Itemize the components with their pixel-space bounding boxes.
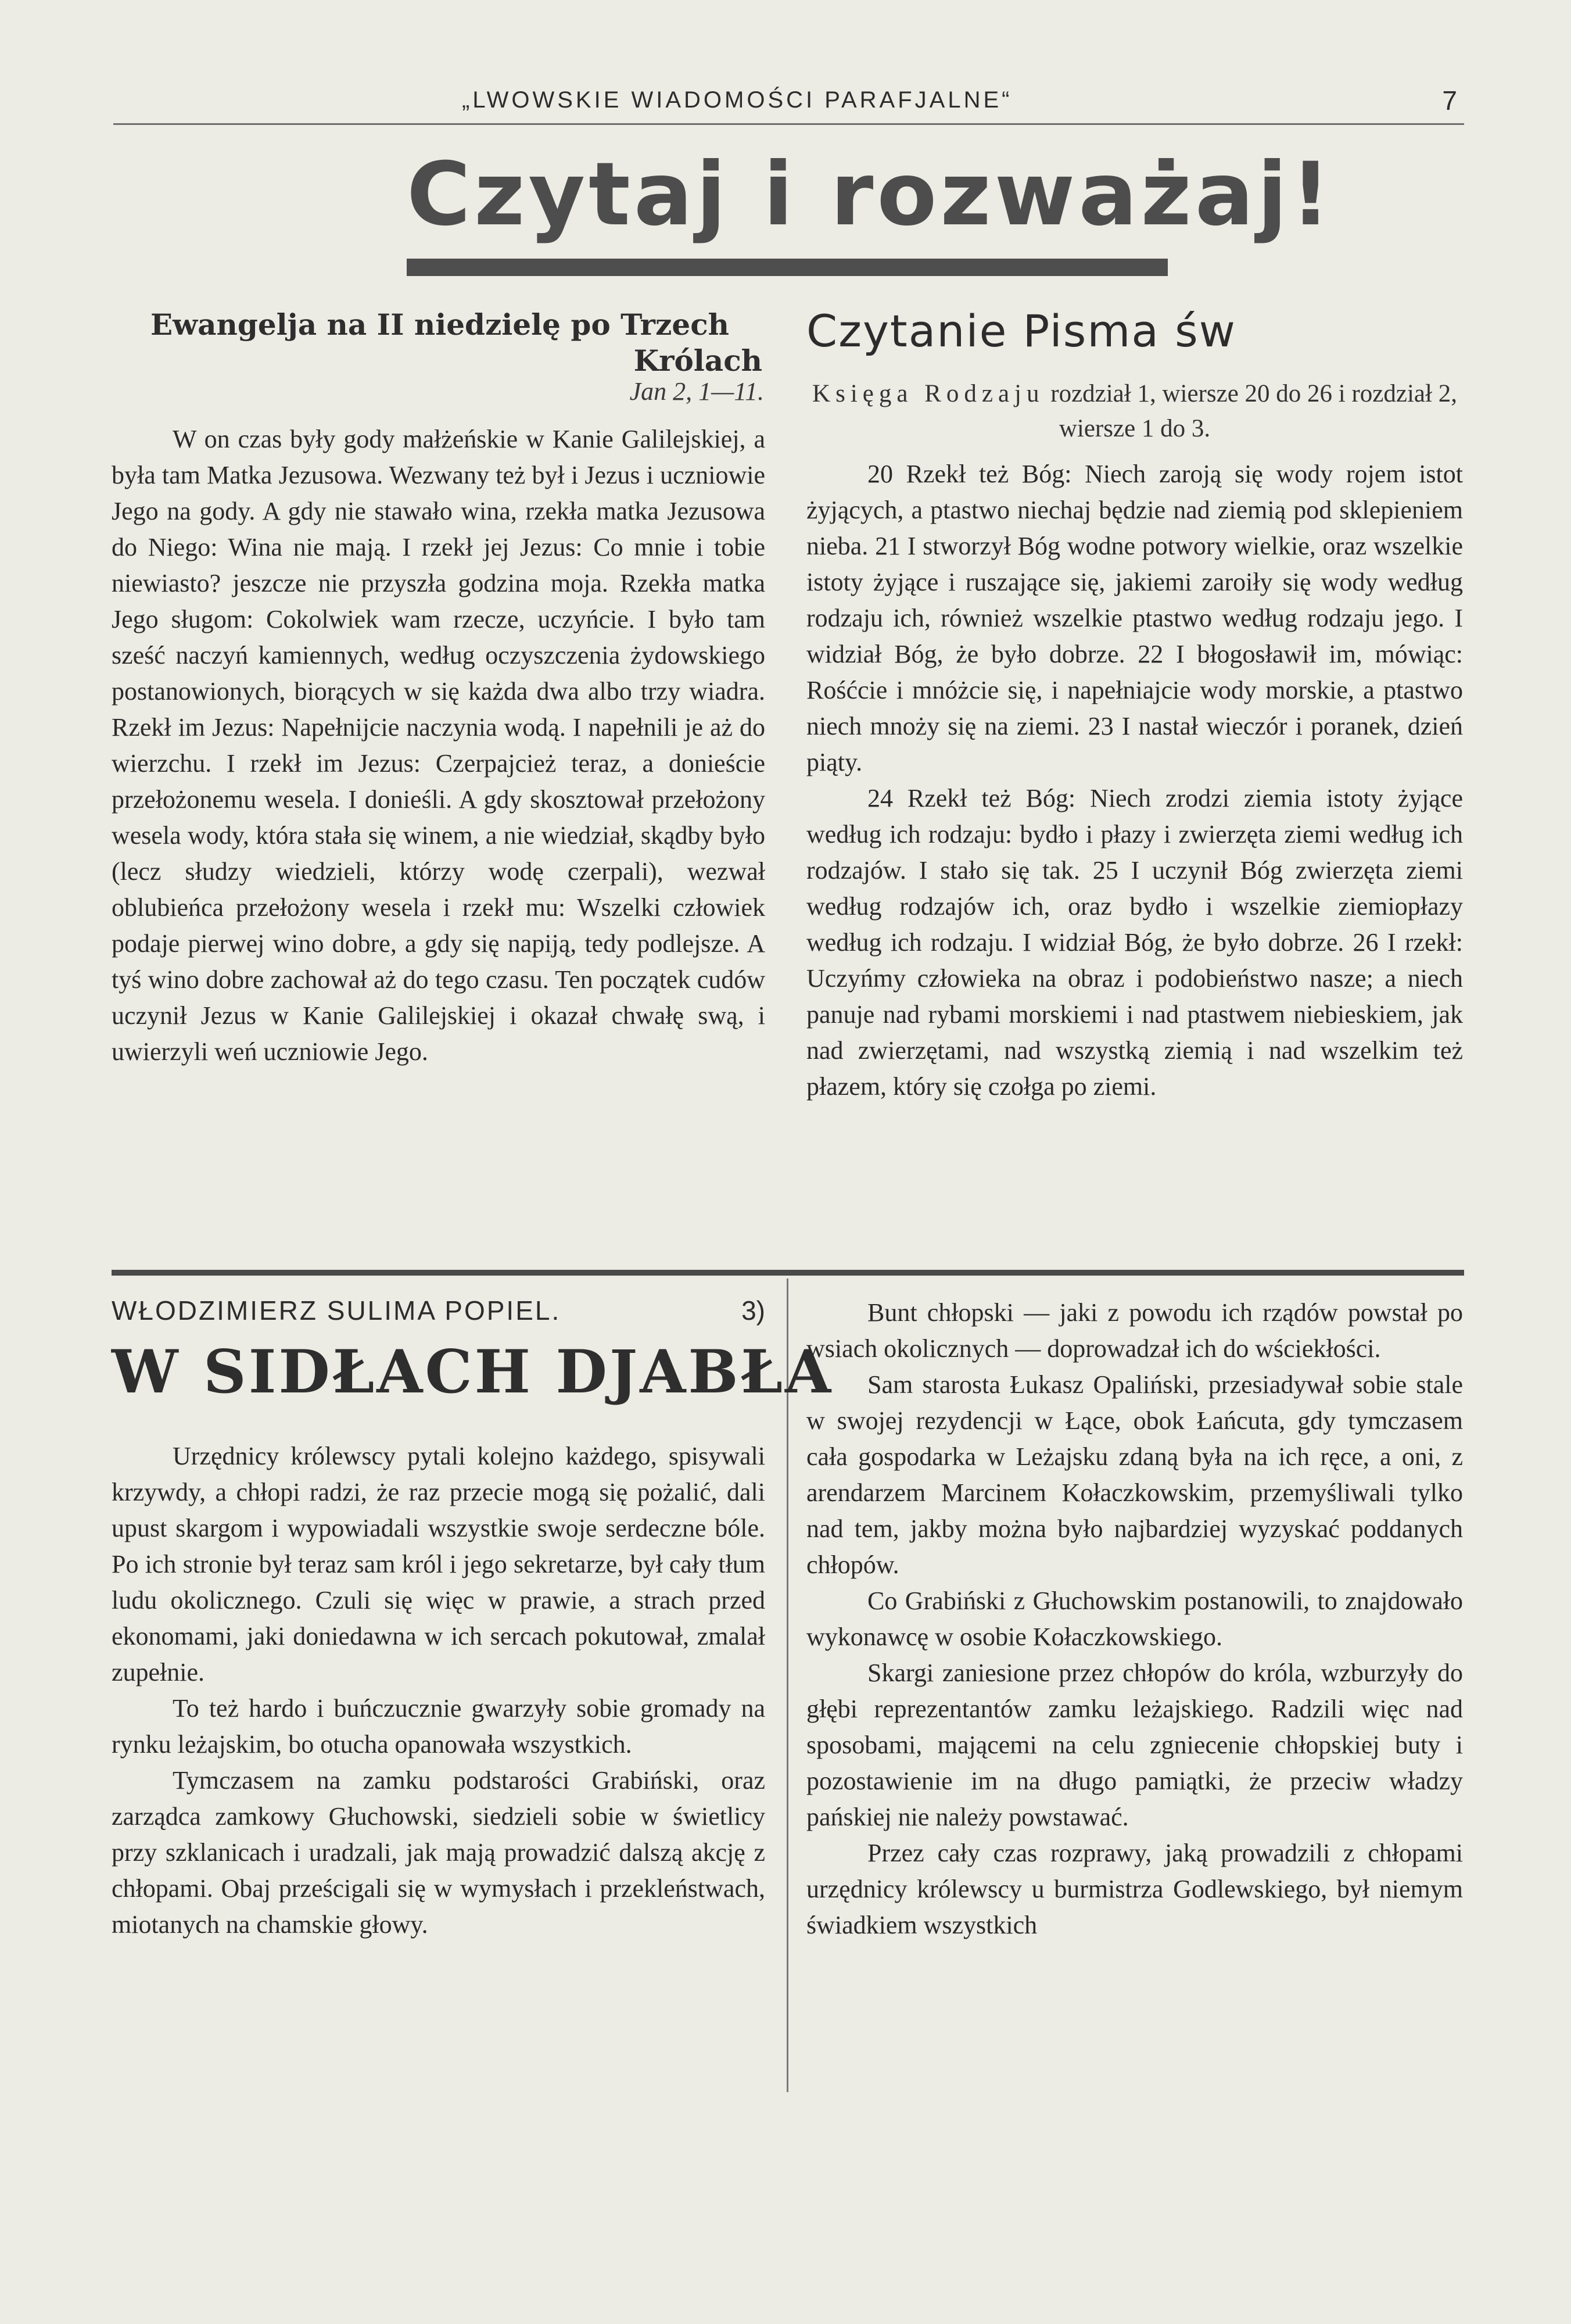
gospel-title [112, 307, 768, 379]
story-paragraph: Skargi zaniesione przez chłopów do króla, wzburzyły do głębi reprezentantów zamku leżajskiego. Radzili więc nad sposobami, mającemi na celu zgniecenie chłopskiej buty i pozostawienie im na długo pamiątki, że przeciw władzy pańskiej nie należy powstawać. [806, 1659, 1463, 1831]
gospel-text: W on czas były gody małżeńskie w Kanie Galilejskiej, a była tam Matka Jezusowa. Wezwany też był i Jezus i uczniowie Jego na gody. A gdy nie stawało wina, rzekła matka Jezusowa do Niego: Wina nie mają. I rzekł jej Jezus: Co mnie i tobie niewiasto? jeszcze nie przyszła godzina moja. Rzekła matka Jego sługom: Cokolwiek wam rzecze, uczyńcie. I było tam sześć naczyń kamiennych, według oczyszczenia żydowskiego postanowionych, biorących w się każda dwa albo trzy wiadra. Rzekł im Jezus: Napełnijcie naczynia wodą. I napełnili je aż do wierzchu. I rzekł im Jezus: Czerpajcież teraz, a donieście przełożonemu wesela. I donieśli. A gdy skosztował przełożony wesela wody, która stała się winem, a nie wiedział, skądby było (lecz słudzy wiedzieli, którzy wodę czerpali), wezwał oblubieńca przełożony wesela i rzekł mu: Wszelki człowiek podaje pierwej wino dobre, a gdy się napiją, tedy podlejsze. A tyś wino dobre zachował aż do tego czasu. Ten początek cudów uczynił Jezus w Kanie Galilejskiej i okazał chwałę swą, i uwierzyli weń uczniowie Jego. [112, 425, 765, 1066]
story-byline [112, 1295, 765, 1326]
section-divider [112, 1270, 1464, 1276]
story-paragraph: To też hardo i buńczucznie gwarzyły sobie gromady na rynku leżajskim, bo otucha opanowała wszystkich. [112, 1694, 765, 1759]
story-paragraph: Urzędnicy królewscy pytali kolejno każdego, spisywali krzywdy, a chłopi radzi, że raz przecie mogą się pożalić, dali upust skargom i wypowiadali wszystkie swoje serdeczne bóle. Po ich stronie był teraz sam król i jego sekretarze, był cały tłum ludu okolicznego. Czuli się więc w prawie, a strach przed ekonomami, jaki doniedawna w ich sercach pokutował, zmalał zupełnie. [112, 1442, 765, 1686]
header-rule [113, 123, 1464, 125]
gospel-title-line2: Królach [633, 343, 762, 378]
story-paragraph: Sam starosta Łukasz Opaliński, przesiadywał sobie stale w swojej rezydencji w Łące, obok Łańcuta, gdy tymczasem cała gospodarka w Leżajsku zdaną była na ich ręce, a oni, z arendarzem Marcinem Kołaczkowskim, przemyśliwali tylko nad tem, jakby można było najbardziej wyzyskać poddanych chłopów. [806, 1370, 1463, 1579]
scripture-paragraph-1: 20 Rzekł też Bóg: Niech zaroją się wody rojem istot żyjących, a ptastwo niechaj będzie nad ziemią pod sklepieniem nieba. 21 I stworzył Bóg wodne potwory wielkie, oraz wszelkie istoty żyjące i ruszające się, jakiemi zaroiły się wody według rodzaju ich, również wszelkie ptastwo według rodzaju jego. I widział Bóg, że było dobrze. 22 I błogosławił im, mówiąc: Rośćcie i mnóżcie się, i napełniajcie wody morskie, a ptastwo niech mnoży się na ziemi. 23 I nastał wieczór i poranek, dzień piąty. [806, 460, 1463, 776]
gospel-title-line1: Ewangelja na II niedzielę po Trzech [150, 307, 730, 342]
scripture-book: Księga Rodzaju [812, 380, 1045, 407]
page-number: 7 [1442, 85, 1457, 116]
story-paragraph: Tymczasem na zamku podstarości Grabiński, oraz zarządca zamkowy Głuchowski, siedzieli sobie w świetlicy przy szklanicach i uradzali, jak mają prowadzić dalszą akcję z chłopami. Obaj prześcigali się w wymysłach i przekleństwach, miotanych na chamskie głowy. [112, 1766, 765, 1939]
publication-title: „LWOWSKIE WIADOMOŚCI PARAFJALNE“ [462, 87, 1013, 113]
story-left-column [112, 1438, 765, 1943]
scripture-chapters: rozdział 1, wiersze 20 do 26 i rozdział 2, wiersze 1 do 3. [1050, 380, 1457, 442]
story-title: W SIDŁACH DJABŁA [112, 1337, 834, 1407]
story-paragraph: Co Grabiński z Głuchowskim postanowili, to znajdowało wykonawcę w osobie Kołaczkowskiego. [806, 1587, 1463, 1651]
scripture-paragraph-2: 24 Rzekł też Bóg: Niech zrodzi ziemia istoty żyjące według ich rodzaju: bydło i płazy i zwierzęta ziemi według ich rodzajów. I stało się tak. 25 I uczynił Bóg zwierzęta ziemi według rodzajów ich, oraz bydło i wszelkie ziemiopłazy według ich rodzaju. I widział Bóg, że było dobrze. 26 I rzekł: Uczyńmy człowieka na obraz i podobieństwo nasze; a niech panuje nad rybami morskiemi i nad ptastwem niebieskiem, jak nad zwierzętami, nad wszystką ziemią i nad wszelkim też płazem, który się czołga po ziemi. [806, 784, 1463, 1101]
gospel-text-column [112, 421, 765, 1070]
story-part-number: 3) [741, 1295, 765, 1326]
story-paragraph: Przez cały czas rozprawy, jaką prowadzili z chłopami urzędnicy królewscy u burmistrza Godlewskiego, był niemym świadkiem wszystkich [806, 1839, 1463, 1939]
main-title: Czytaj i rozważaj! [407, 144, 1334, 245]
running-header [113, 87, 1464, 128]
gospel-reference: Jan 2, 1—11. [629, 377, 764, 406]
scripture-text-column [806, 456, 1463, 1105]
scripture-title: Czytanie Pisma św [806, 305, 1236, 357]
scripture-reference [806, 377, 1463, 446]
story-right-column [806, 1295, 1463, 1943]
story-paragraph: Bunt chłopski — jaki z powodu ich rządów powstał po wsiach okolicznych — doprowadzał ich do wściekłości. [806, 1298, 1463, 1363]
story-author: WŁODZIMIERZ SULIMA POPIEL. [112, 1295, 561, 1326]
title-underline-bar [407, 259, 1168, 276]
